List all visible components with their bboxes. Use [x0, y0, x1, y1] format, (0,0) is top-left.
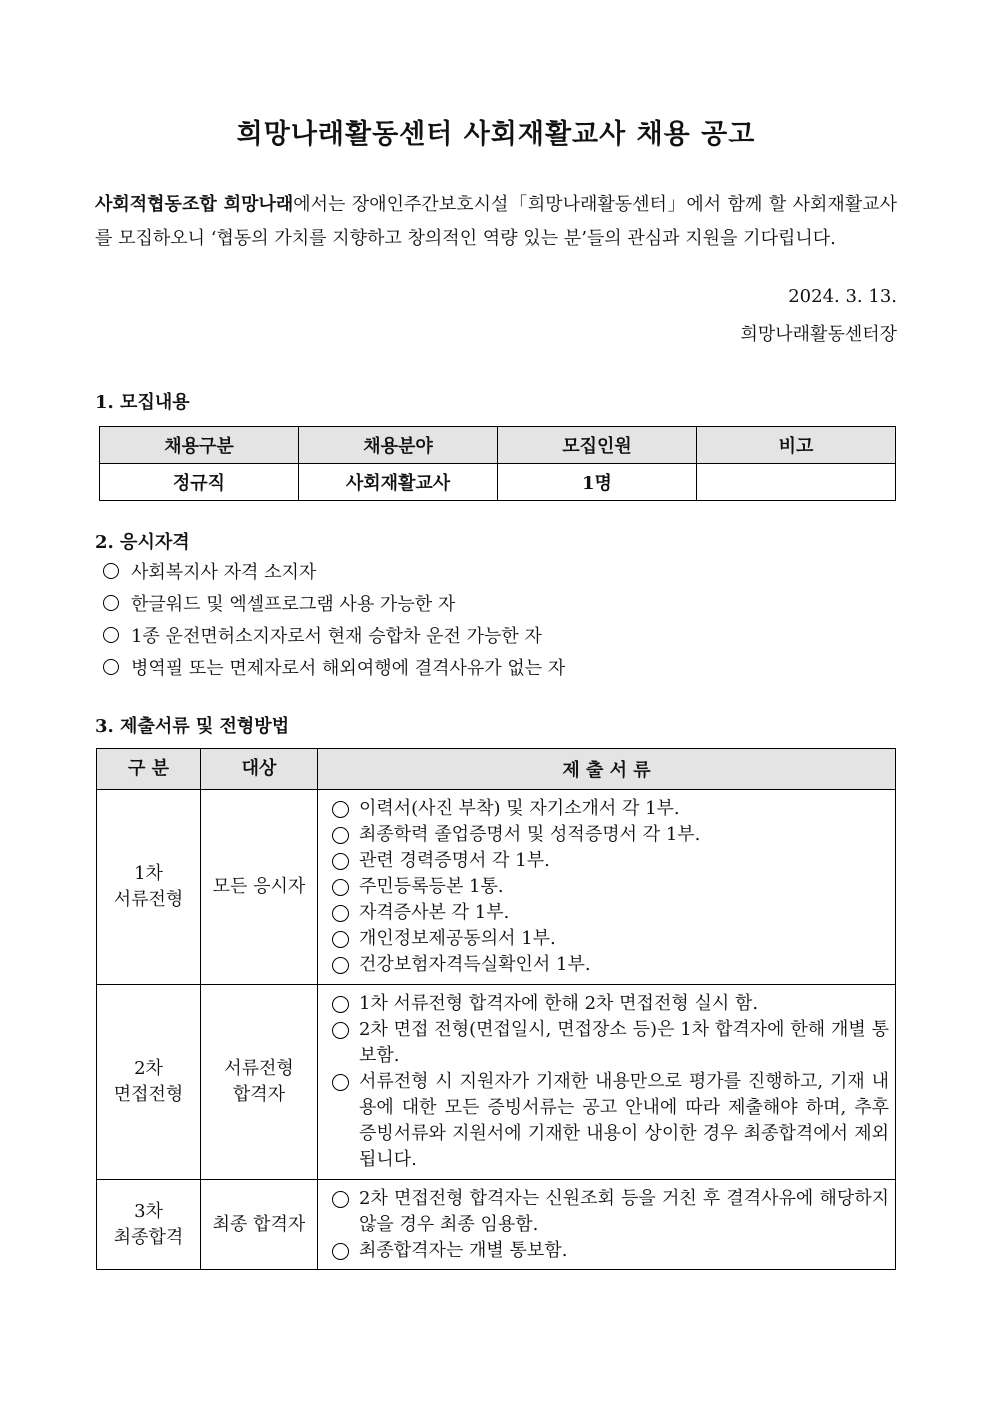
list-item: 1종 운전면허소지자로서 현재 승합차 운전 가능한 자: [103, 621, 565, 653]
list-item: 2차 면접전형 합격자는 신원조회 등을 거친 후 결격사유에 해당하지 않을 경우 최종 임용함.: [332, 1186, 889, 1238]
circle-bullet-icon: [332, 1243, 349, 1260]
table-cell: 1명: [498, 464, 697, 501]
circle-bullet-icon: [103, 659, 119, 675]
intro-org-name: 사회적협동조합 희망나래: [95, 194, 294, 215]
documents-table: [96, 748, 896, 1270]
circle-bullet-icon: [103, 595, 119, 611]
circle-bullet-icon: [332, 801, 349, 818]
circle-bullet-icon: [332, 853, 349, 870]
documents-cell: [318, 790, 896, 985]
stage-cell: 3차 최종합격: [97, 1180, 201, 1270]
header-cell: 대상: [201, 749, 318, 790]
circle-bullet-icon: [332, 1074, 349, 1091]
stage-cell: 2차 면접전형: [97, 985, 201, 1180]
documents-cell: [318, 1180, 896, 1270]
header-cell: 채용구분: [100, 427, 299, 464]
list-item: 최종학력 졸업증명서 및 성적증명서 각 1부.: [332, 822, 889, 848]
list-item: 이력서(사진 부착) 및 자기소개서 각 1부.: [332, 796, 889, 822]
recruitment-table: [99, 426, 896, 501]
qualification-list: [103, 557, 565, 685]
table-header-row: [97, 749, 896, 790]
list-item: 건강보험자격득실확인서 1부.: [332, 952, 889, 978]
table-row: [97, 790, 896, 985]
table-cell: 정규직: [100, 464, 299, 501]
list-item: 자격증사본 각 1부.: [332, 900, 889, 926]
header-cell: 채용분야: [299, 427, 498, 464]
table-row: [97, 1180, 896, 1270]
list-item: 주민등록등본 1통.: [332, 874, 889, 900]
header-cell: 제 출 서 류: [318, 749, 896, 790]
circle-bullet-icon: [103, 563, 119, 579]
announcement-date: 2024. 3. 13.: [788, 286, 897, 307]
header-cell: 구 분: [97, 749, 201, 790]
table-cell: 사회재활교사: [299, 464, 498, 501]
section1-heading: 1. 모집내용: [95, 392, 190, 413]
intro-text: 에서는 장애인주간보호시설「희망나래활동센터」에서 함께 할 사회재활교사를 모집하오니 ‘협동의 가치를 지향하고 창의적인 역량 있는 분’들의 관심과 지원을 기다립니다.: [95, 194, 897, 249]
circle-bullet-icon: [332, 996, 349, 1013]
documents-cell: [318, 985, 896, 1180]
list-item: 1차 서류전형 합격자에 한해 2차 면접전형 실시 함.: [332, 991, 889, 1017]
intro-paragraph: [95, 188, 897, 256]
circle-bullet-icon: [332, 827, 349, 844]
circle-bullet-icon: [332, 931, 349, 948]
circle-bullet-icon: [332, 957, 349, 974]
list-item: 개인정보제공동의서 1부.: [332, 926, 889, 952]
list-item: 병역필 또는 면제자로서 해외여행에 결격사유가 없는 자: [103, 653, 565, 685]
stage-cell: 1차 서류전형: [97, 790, 201, 985]
table-row: [97, 985, 896, 1180]
table-cell: [697, 464, 896, 501]
header-cell: 비고: [697, 427, 896, 464]
table-header-row: [100, 427, 896, 464]
list-item: 최종합격자는 개별 통보함.: [332, 1238, 889, 1264]
target-cell: 서류전형 합격자: [201, 985, 318, 1180]
circle-bullet-icon: [332, 1191, 349, 1208]
target-cell: 모든 응시자: [201, 790, 318, 985]
section2-heading: 2. 응시자격: [95, 532, 190, 553]
table-row: [100, 464, 896, 501]
circle-bullet-icon: [332, 905, 349, 922]
list-item: 2차 면접 전형(면접일시, 면접장소 등)은 1차 합격자에 한해 개별 통보함.: [332, 1017, 889, 1069]
list-item: 관련 경력증명서 각 1부.: [332, 848, 889, 874]
list-item: 사회복지사 자격 소지자: [103, 557, 565, 589]
list-item: 한글워드 및 엑셀프로그램 사용 가능한 자: [103, 589, 565, 621]
section3-heading: 3. 제출서류 및 전형방법: [95, 716, 290, 737]
header-cell: 모집인원: [498, 427, 697, 464]
circle-bullet-icon: [332, 1022, 349, 1039]
list-item: 서류전형 시 지원자가 기재한 내용만으로 평가를 진행하고, 기재 내용에 대한 모든 증빙서류는 공고 안내에 따라 제출해야 하며, 추후 증빙서류와 지원서에 기재한 내용이 상이한 경우 최종합격에서 제외됩니다.: [332, 1069, 889, 1173]
target-cell: 최종 합격자: [201, 1180, 318, 1270]
signer: 희망나래활동센터장: [740, 324, 897, 345]
page-title: 희망나래활동센터 사회재활교사 채용 공고: [236, 119, 756, 150]
circle-bullet-icon: [332, 879, 349, 896]
circle-bullet-icon: [103, 627, 119, 643]
